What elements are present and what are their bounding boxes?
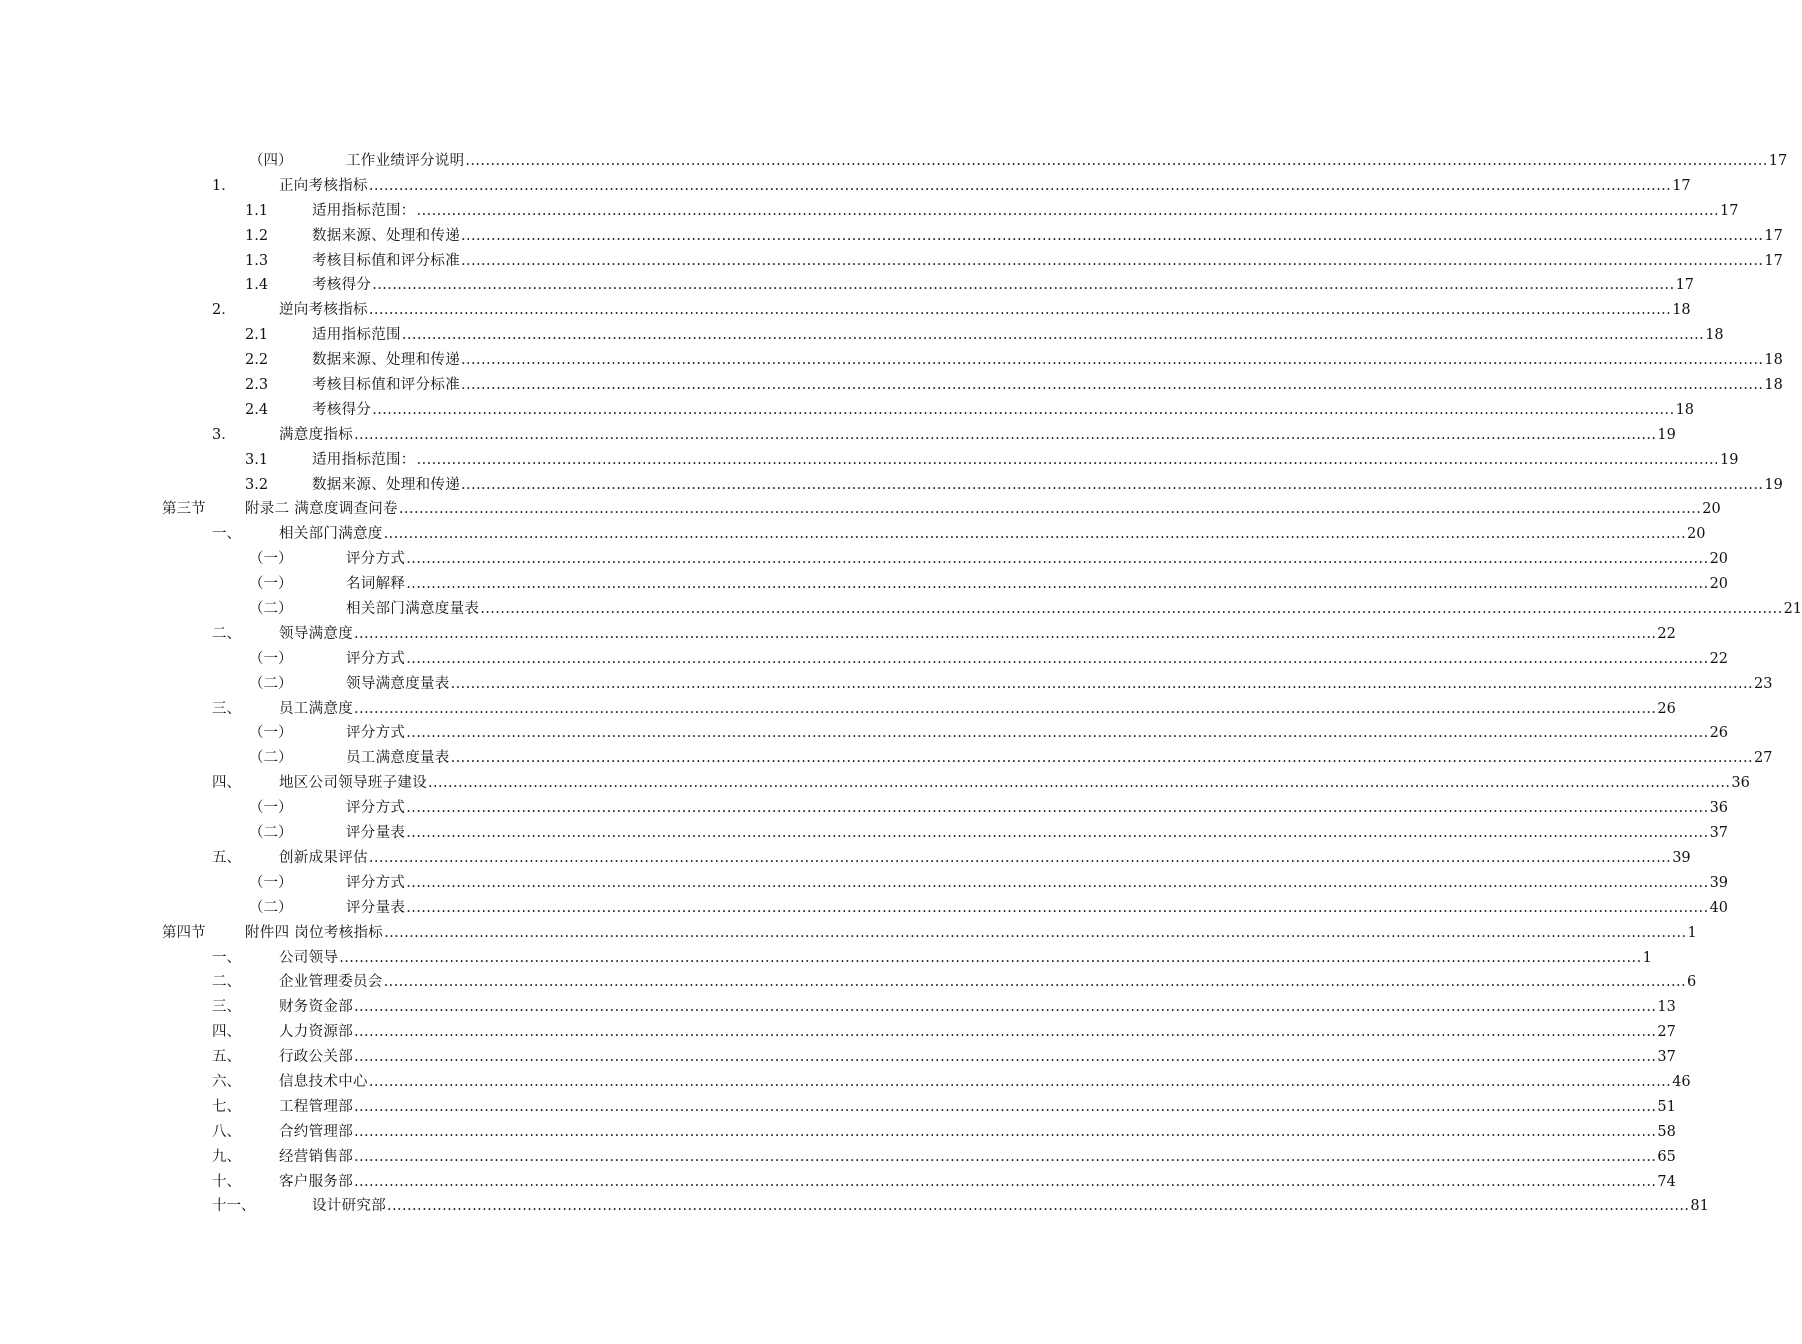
toc-dot-leader: .................................................................................................................................................................................................................................................................... xyxy=(461,476,1764,493)
toc-dot-leader: .................................................................................................................................................................................................................................................................... xyxy=(368,302,1672,319)
toc-entry-body xyxy=(279,1020,1676,1045)
toc-entry-page: 36 xyxy=(1731,775,1750,792)
toc-entry-title: 领导满意度量表 xyxy=(346,675,450,692)
toc-dot-leader: .................................................................................................................................................................................................................................................................... xyxy=(383,526,1686,543)
toc-entry-page: 18 xyxy=(1705,327,1724,344)
toc-dot-leader: .................................................................................................................................................................................................................................................................... xyxy=(480,601,1783,618)
toc-entry-page: 22 xyxy=(1657,625,1676,642)
toc-entry-page: 27 xyxy=(1657,1024,1676,1041)
toc-entry-number: 2.1 xyxy=(245,327,269,344)
toc-entry-body xyxy=(279,1045,1676,1070)
toc-entry-title: 适用指标范围 xyxy=(312,327,401,344)
toc-entry[interactable] xyxy=(0,174,1691,199)
toc-entry-body xyxy=(279,846,1691,871)
toc-entry-number: （二） xyxy=(249,825,293,842)
toc-entry-body xyxy=(312,398,1695,423)
toc-dot-leader: .................................................................................................................................................................................................................................................................... xyxy=(406,899,1709,916)
toc-entry-number: 一、 xyxy=(212,526,241,543)
toc-entry-body xyxy=(346,721,1729,746)
toc-entry-title: 工程管理部 xyxy=(279,1098,353,1115)
toc-entry-body xyxy=(346,572,1729,597)
toc-entry-body xyxy=(279,970,1697,995)
toc-entry-title: 正向考核指标 xyxy=(279,177,368,194)
toc-entry-title: 数据来源、处理和传递 xyxy=(312,476,460,493)
toc-dot-leader: .................................................................................................................................................................................................................................................................... xyxy=(354,1024,1657,1041)
toc-entry[interactable] xyxy=(0,597,1802,622)
toc-entry-title: 员工满意度 xyxy=(279,700,353,717)
toc-entry-body xyxy=(279,423,1676,448)
toc-entry-number: 1.3 xyxy=(245,252,269,269)
toc-dot-leader: .................................................................................................................................................................................................................................................................... xyxy=(354,1098,1657,1115)
toc-entry[interactable] xyxy=(0,448,1739,473)
toc-entry-number: 2.3 xyxy=(245,377,269,394)
toc-entry-page: 37 xyxy=(1709,825,1729,842)
toc-entry[interactable] xyxy=(0,398,1695,423)
toc-entry-title: 公司领导 xyxy=(279,949,339,966)
toc-entry-body xyxy=(279,1070,1691,1095)
toc-entry-body xyxy=(312,323,1724,348)
toc-entry-body xyxy=(245,921,1697,946)
toc-entry-body xyxy=(279,298,1691,323)
toc-entry-body xyxy=(346,821,1729,846)
toc-entry-body xyxy=(279,1145,1676,1170)
toc-entry[interactable] xyxy=(0,871,1729,896)
toc-dot-leader: .................................................................................................................................................................................................................................................................... xyxy=(461,252,1764,269)
toc-entry-page: 6 xyxy=(1686,974,1697,991)
toc-entry-body xyxy=(312,473,1783,498)
toc-entry-page: 46 xyxy=(1672,1073,1691,1090)
toc-entry-body xyxy=(245,497,1721,522)
toc-entry-page: 37 xyxy=(1657,1049,1676,1066)
toc-entry-title: 数据来源、处理和传递 xyxy=(312,227,460,244)
toc-entry-body xyxy=(346,746,1773,771)
toc-entry-number: （四） xyxy=(249,153,293,169)
toc-entry-body xyxy=(279,771,1750,796)
toc-entry-title: 财务资金部 xyxy=(279,999,353,1016)
toc-dot-leader: .................................................................................................................................................................................................................................................................... xyxy=(354,999,1657,1016)
toc-entry-title: 附录二 满意度调查问卷 xyxy=(245,501,398,518)
toc-entry-number: 3.2 xyxy=(245,476,269,493)
toc-entry-page: 1 xyxy=(1642,949,1652,966)
toc-entry-number: 三、 xyxy=(212,999,241,1016)
toc-entry-page: 13 xyxy=(1657,999,1676,1016)
toc-entry-title: 设计研究部 xyxy=(312,1198,386,1215)
toc-entry[interactable] xyxy=(0,497,1721,522)
toc-entry-body xyxy=(312,348,1783,373)
toc-entry-body xyxy=(346,796,1729,821)
toc-dot-leader: .................................................................................................................................................................................................................................................................... xyxy=(406,800,1709,817)
toc-entry-number: （二） xyxy=(249,750,293,767)
toc-entry-number: （二） xyxy=(249,899,293,916)
toc-entry-number: （一） xyxy=(249,800,293,817)
toc-entry-body xyxy=(312,249,1783,274)
toc-entry-number: 1.2 xyxy=(245,227,269,244)
toc-entry-body xyxy=(279,522,1706,547)
toc-dot-leader: .................................................................................................................................................................................................................................................................... xyxy=(461,377,1764,394)
toc-entry-number: 九、 xyxy=(212,1148,241,1165)
toc-entry-page: 20 xyxy=(1709,576,1729,593)
toc-entry-title: 评分量表 xyxy=(346,825,406,842)
toc-entry-title: 考核目标值和评分标准 xyxy=(312,252,460,269)
toc-dot-leader: .................................................................................................................................................................................................................................................................... xyxy=(387,1198,1690,1215)
toc-dot-leader: .................................................................................................................................................................................................................................................................... xyxy=(416,451,1719,468)
toc-entry[interactable] xyxy=(0,746,1773,771)
toc-entry-page: 20 xyxy=(1702,501,1721,518)
toc-entry-page: 26 xyxy=(1709,725,1729,742)
toc-entry-body xyxy=(312,373,1783,398)
toc-dot-leader: .................................................................................................................................................................................................................................................................... xyxy=(416,202,1719,219)
toc-entry-title: 客户服务部 xyxy=(279,1173,353,1190)
toc-entry-body xyxy=(346,149,1788,174)
toc-entry-title: 经营销售部 xyxy=(279,1148,353,1165)
toc-entry[interactable] xyxy=(0,721,1729,746)
toc-entry-page: 19 xyxy=(1657,426,1676,443)
toc-entry-number: 六、 xyxy=(212,1073,241,1090)
toc-entry[interactable] xyxy=(0,323,1724,348)
toc-entry-title: 评分方式 xyxy=(346,874,406,891)
toc-entry-number: 3． xyxy=(212,426,236,443)
toc-entry-page: 20 xyxy=(1686,526,1706,543)
toc-entry-number: （一） xyxy=(249,576,293,593)
toc-entry-page: 23 xyxy=(1753,675,1773,692)
toc-entry[interactable] xyxy=(0,995,1676,1020)
toc-dot-leader: .................................................................................................................................................................................................................................................................... xyxy=(465,153,1768,169)
toc-entry[interactable] xyxy=(0,1020,1676,1045)
toc-entry-number: 四、 xyxy=(212,1024,241,1041)
toc-entry-page: 18 xyxy=(1675,401,1695,418)
toc-entry-body xyxy=(279,174,1691,199)
toc-entry-number: 第三节 xyxy=(162,501,206,518)
toc-dot-leader: .................................................................................................................................................................................................................................................................... xyxy=(368,849,1672,866)
toc-entry-page: 27 xyxy=(1753,750,1773,767)
toc-entry-title: 适用指标范围： xyxy=(312,451,416,468)
toc-entry[interactable] xyxy=(0,1070,1691,1095)
toc-entry[interactable] xyxy=(0,672,1773,697)
toc-entry-page: 21 xyxy=(1783,601,1802,618)
toc-entry[interactable] xyxy=(0,970,1697,995)
toc-entry-body xyxy=(279,1120,1676,1145)
toc-entry-page: 51 xyxy=(1657,1098,1676,1115)
toc-entry-body xyxy=(279,697,1676,722)
toc-entry-title: 地区公司领导班子建设 xyxy=(279,775,427,792)
toc-entry[interactable] xyxy=(0,473,1783,498)
toc-entry-number: 2.4 xyxy=(245,401,269,418)
toc-entry-body xyxy=(279,1095,1676,1120)
toc-dot-leader: .................................................................................................................................................................................................................................................................... xyxy=(406,551,1709,568)
toc-entry-title: 评分方式 xyxy=(346,650,406,667)
toc-entry-body xyxy=(312,448,1739,473)
toc-entry-page: 39 xyxy=(1672,849,1691,866)
toc-entry-page: 18 xyxy=(1764,377,1783,394)
toc-entry-page: 26 xyxy=(1657,700,1676,717)
toc-entry[interactable] xyxy=(0,547,1729,572)
toc-entry[interactable] xyxy=(0,224,1783,249)
toc-dot-leader: .................................................................................................................................................................................................................................................................... xyxy=(406,725,1709,742)
toc-entry-page: 20 xyxy=(1709,551,1729,568)
toc-entry[interactable] xyxy=(0,1194,1709,1219)
toc-entry-number: 四、 xyxy=(212,775,241,792)
toc-entry-body xyxy=(346,871,1729,896)
toc-entry-body xyxy=(279,622,1676,647)
toc-dot-leader: .................................................................................................................................................................................................................................................................... xyxy=(354,426,1657,443)
toc-entry-number: 五、 xyxy=(212,1049,241,1066)
toc-entry[interactable] xyxy=(0,298,1691,323)
toc-entry-title: 相关部门满意度 xyxy=(279,526,383,543)
toc-entry-body xyxy=(312,273,1695,298)
toc-entry[interactable] xyxy=(0,522,1706,547)
toc-dot-leader: .................................................................................................................................................................................................................................................................... xyxy=(354,625,1657,642)
toc-dot-leader: .................................................................................................................................................................................................................................................................... xyxy=(398,501,1702,518)
toc-entry-title: 人力资源部 xyxy=(279,1024,353,1041)
toc-entry-body xyxy=(346,547,1729,572)
toc-entry-title: 信息技术中心 xyxy=(279,1073,368,1090)
toc-entry-body xyxy=(279,1170,1676,1195)
toc-entry-number: 五、 xyxy=(212,849,241,866)
toc-entry[interactable] xyxy=(0,1095,1676,1120)
toc-entry[interactable] xyxy=(0,273,1695,298)
toc-entry-number: 1.1 xyxy=(245,202,269,219)
toc-entry-title: 企业管理委员会 xyxy=(279,974,383,991)
toc-entry-title: 工作业绩评分说明 xyxy=(346,153,465,169)
toc-entry-title: 考核目标值和评分标准 xyxy=(312,377,460,394)
toc-entry-body xyxy=(312,199,1739,224)
toc-entry-page: 1 xyxy=(1687,924,1697,941)
toc-entry[interactable] xyxy=(0,921,1697,946)
toc-dot-leader: .................................................................................................................................................................................................................................................................... xyxy=(406,874,1709,891)
toc-entry-number: （一） xyxy=(249,725,293,742)
toc-entry[interactable] xyxy=(0,771,1750,796)
toc-entry-number: 3.1 xyxy=(245,451,269,468)
toc-dot-leader: .................................................................................................................................................................................................................................................................... xyxy=(450,750,1753,767)
toc-dot-leader: .................................................................................................................................................................................................................................................................... xyxy=(406,576,1709,593)
toc-entry-number: （一） xyxy=(249,874,293,891)
toc-entry[interactable] xyxy=(0,373,1783,398)
toc-entry-title: 领导满意度 xyxy=(279,625,353,642)
toc-entry-page: 74 xyxy=(1657,1173,1676,1190)
toc-entry-number: 2.2 xyxy=(245,352,269,369)
toc-entry-number: 八、 xyxy=(212,1123,241,1140)
toc-entry[interactable] xyxy=(0,946,1652,971)
toc-entry-body xyxy=(346,597,1802,622)
toc-entry-page: 17 xyxy=(1672,177,1691,194)
toc-entry-title: 合约管理部 xyxy=(279,1123,353,1140)
toc-entry-page: 17 xyxy=(1719,202,1739,219)
toc-entry-number: 第四节 xyxy=(162,924,206,941)
toc-entry-page: 17 xyxy=(1675,277,1695,294)
toc-entry-title: 附件四 岗位考核指标 xyxy=(245,924,384,941)
toc-entry[interactable] xyxy=(0,821,1729,846)
toc-entry-number: 二、 xyxy=(212,974,241,991)
toc-entry-number: 1． xyxy=(212,177,236,194)
toc-entry-page: 19 xyxy=(1719,451,1739,468)
toc-dot-leader: .................................................................................................................................................................................................................................................................... xyxy=(354,1123,1657,1140)
toc-dot-leader: .................................................................................................................................................................................................................................................................... xyxy=(406,825,1709,842)
toc-entry-number: 一、 xyxy=(212,949,241,966)
toc-entry-body xyxy=(279,946,1652,971)
toc-entry-page: 18 xyxy=(1764,352,1783,369)
toc-dot-leader: .................................................................................................................................................................................................................................................................... xyxy=(354,1173,1657,1190)
toc-dot-leader: .................................................................................................................................................................................................................................................................... xyxy=(406,650,1709,667)
toc-entry-page: 17 xyxy=(1764,252,1783,269)
toc-entry-number: 三、 xyxy=(212,700,241,717)
toc-entry-page: 40 xyxy=(1709,899,1729,916)
toc-entry-title: 满意度指标 xyxy=(279,426,353,443)
toc-entry[interactable] xyxy=(0,796,1729,821)
toc-entry-number: （二） xyxy=(249,675,293,692)
toc-entry-page: 58 xyxy=(1657,1123,1676,1140)
toc-entry-page: 65 xyxy=(1657,1148,1676,1165)
toc-entry[interactable] xyxy=(0,1170,1676,1195)
toc-entry-title: 考核得分 xyxy=(312,277,372,294)
toc-entry[interactable] xyxy=(0,149,1788,174)
toc-dot-leader: .................................................................................................................................................................................................................................................................... xyxy=(368,177,1672,194)
toc-entry-number: 十、 xyxy=(212,1173,241,1190)
toc-entry[interactable] xyxy=(0,423,1676,448)
toc-entry-title: 名词解释 xyxy=(346,576,406,593)
toc-entry-number: 七、 xyxy=(212,1098,241,1115)
toc-entry-page: 36 xyxy=(1709,800,1729,817)
toc-dot-leader: .................................................................................................................................................................................................................................................................... xyxy=(401,327,1705,344)
toc-entry-page: 17 xyxy=(1764,227,1783,244)
toc-entry[interactable] xyxy=(0,1120,1676,1145)
toc-entry[interactable] xyxy=(0,199,1739,224)
table-of-contents xyxy=(0,149,1802,1219)
toc-entry-body xyxy=(346,896,1729,921)
toc-entry[interactable] xyxy=(0,572,1729,597)
toc-dot-leader: .................................................................................................................................................................................................................................................................... xyxy=(428,775,1731,792)
toc-entry[interactable] xyxy=(0,697,1676,722)
toc-entry-title: 数据来源、处理和传递 xyxy=(312,352,460,369)
toc-entry[interactable] xyxy=(0,348,1783,373)
toc-entry-title: 评分方式 xyxy=(346,725,406,742)
toc-dot-leader: .................................................................................................................................................................................................................................................................... xyxy=(461,227,1764,244)
toc-dot-leader: .................................................................................................................................................................................................................................................................... xyxy=(461,352,1764,369)
toc-entry-number: （一） xyxy=(249,650,293,667)
toc-entry-title: 适用指标范围： xyxy=(312,202,416,219)
toc-dot-leader: .................................................................................................................................................................................................................................................................... xyxy=(368,1073,1672,1090)
toc-entry-page: 18 xyxy=(1672,302,1691,319)
toc-entry[interactable] xyxy=(0,1045,1676,1070)
toc-entry-title: 评分方式 xyxy=(346,800,406,817)
toc-dot-leader: .................................................................................................................................................................................................................................................................... xyxy=(384,924,1687,941)
toc-entry-title: 评分方式 xyxy=(346,551,406,568)
toc-entry[interactable] xyxy=(0,1145,1676,1170)
toc-entry-title: 员工满意度量表 xyxy=(346,750,450,767)
toc-entry[interactable] xyxy=(0,249,1783,274)
toc-dot-leader: .................................................................................................................................................................................................................................................................... xyxy=(354,1049,1657,1066)
toc-entry-page: 17 xyxy=(1768,153,1788,169)
toc-entry[interactable] xyxy=(0,647,1729,672)
toc-entry-page: 22 xyxy=(1709,650,1729,667)
toc-dot-leader: .................................................................................................................................................................................................................................................................... xyxy=(339,949,1642,966)
toc-entry-page: 81 xyxy=(1690,1198,1709,1215)
toc-dot-leader: .................................................................................................................................................................................................................................................................... xyxy=(383,974,1686,991)
toc-dot-leader: .................................................................................................................................................................................................................................................................... xyxy=(354,1148,1657,1165)
toc-entry-number: 2． xyxy=(212,302,236,319)
toc-entry-number: （一） xyxy=(249,551,293,568)
toc-entry-body xyxy=(312,224,1783,249)
toc-entry-title: 创新成果评估 xyxy=(279,849,368,866)
toc-dot-leader: .................................................................................................................................................................................................................................................................... xyxy=(354,700,1657,717)
toc-entry[interactable] xyxy=(0,846,1691,871)
toc-dot-leader: .................................................................................................................................................................................................................................................................... xyxy=(450,675,1753,692)
toc-entry[interactable] xyxy=(0,896,1729,921)
toc-entry-body xyxy=(279,995,1676,1020)
toc-entry-page: 39 xyxy=(1709,874,1729,891)
toc-entry-title: 考核得分 xyxy=(312,401,372,418)
toc-entry-body xyxy=(346,647,1729,672)
toc-entry[interactable] xyxy=(0,622,1676,647)
toc-entry-number: 十一、 xyxy=(212,1198,256,1215)
toc-entry-title: 行政公关部 xyxy=(279,1049,353,1066)
toc-entry-title: 相关部门满意度量表 xyxy=(346,601,480,618)
toc-entry-number: （二） xyxy=(249,601,293,618)
toc-dot-leader: .................................................................................................................................................................................................................................................................... xyxy=(372,401,1675,418)
toc-entry-page: 19 xyxy=(1764,476,1783,493)
toc-entry-title: 逆向考核指标 xyxy=(279,302,368,319)
toc-dot-leader: .................................................................................................................................................................................................................................................................... xyxy=(372,277,1675,294)
toc-entry-body xyxy=(312,1194,1709,1219)
toc-entry-body xyxy=(346,672,1773,697)
toc-entry-number: 1.4 xyxy=(245,277,269,294)
toc-entry-title: 评分量表 xyxy=(346,899,406,916)
toc-entry-number: 二、 xyxy=(212,625,241,642)
